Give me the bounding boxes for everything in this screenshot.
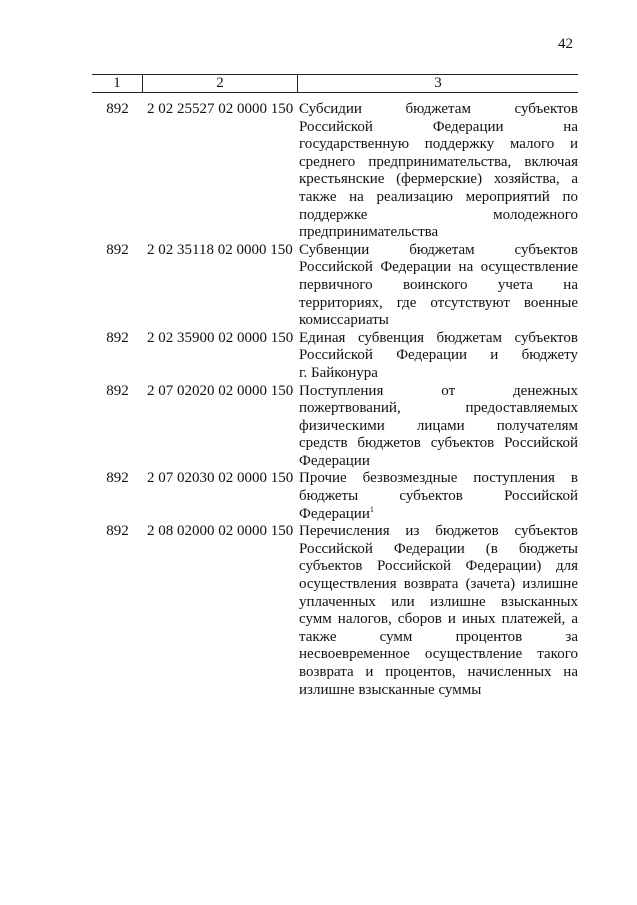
description-line bbox=[299, 418, 578, 436]
description-line-text: г. Байконура bbox=[299, 364, 378, 381]
page-number: 42 bbox=[558, 36, 573, 52]
budget-code-cell: 2 07 02020 02 0000 150 bbox=[147, 382, 294, 399]
description-line bbox=[299, 488, 578, 506]
description-line-text: Российской Федерации на bbox=[299, 118, 578, 135]
table-body bbox=[92, 101, 578, 699]
header-col-2: 2 bbox=[143, 75, 298, 92]
budget-code-cell: 2 08 02000 02 0000 150 bbox=[147, 523, 294, 540]
description-cell bbox=[298, 330, 578, 383]
description-line-text: поддержке молодежного bbox=[299, 206, 578, 223]
description-line-text: предпринимательства bbox=[299, 224, 439, 241]
table-row bbox=[92, 330, 578, 383]
description-line-text: территориях, где отсутствуют военные bbox=[299, 294, 578, 311]
description-cell bbox=[298, 101, 578, 242]
description-line bbox=[299, 383, 578, 401]
description-line bbox=[299, 400, 578, 418]
description-cell bbox=[298, 470, 578, 523]
table-row bbox=[92, 383, 578, 471]
description-line bbox=[299, 277, 578, 295]
description-line-text: среднего предпринимательства, включая bbox=[299, 153, 578, 170]
header-col-1: 1 bbox=[92, 75, 143, 92]
description-line bbox=[299, 224, 578, 242]
budget-code-cell: 2 02 35900 02 0000 150 bbox=[147, 329, 294, 346]
description-line bbox=[299, 330, 578, 348]
description-line bbox=[299, 365, 578, 383]
budget-code-cell: 2 07 02030 02 0000 150 bbox=[147, 470, 294, 487]
description-line-text: государственную поддержку малого и bbox=[299, 136, 578, 153]
description-line-text: Федерации bbox=[299, 505, 370, 522]
description-line bbox=[299, 259, 578, 277]
admin-code-cell: 892 bbox=[106, 241, 129, 258]
description-cell bbox=[298, 383, 578, 471]
description-line bbox=[299, 576, 578, 594]
description-line-text: несвоевременное осуществление такого bbox=[299, 646, 578, 663]
description-line bbox=[299, 558, 578, 576]
description-line-text: Перечисления из бюджетов субъектов bbox=[299, 523, 578, 540]
description-line bbox=[299, 470, 578, 488]
description-line-text: субъектов Российской Федерации) для bbox=[299, 558, 578, 575]
description-line-text: первичного воинского учета на bbox=[299, 276, 578, 293]
description-line bbox=[299, 664, 578, 682]
description-line-text: Прочие безвозмездные поступления в bbox=[299, 470, 578, 487]
table-row bbox=[92, 101, 578, 242]
description-line-text: Единая субвенция бюджетам субъектов bbox=[299, 329, 578, 346]
table-header bbox=[92, 74, 578, 93]
description-line bbox=[299, 435, 578, 453]
description-line-text: сумм налогов, сборов и иных платежей, а bbox=[299, 611, 578, 628]
description-line-text: возврата и процентов, начисленных на bbox=[299, 664, 578, 680]
description-line bbox=[299, 506, 578, 524]
description-line bbox=[299, 629, 578, 647]
description-line-text: также сумм процентов за bbox=[299, 628, 578, 645]
description-line bbox=[299, 523, 578, 541]
description-line-text: Федерации bbox=[299, 452, 370, 469]
description-line-text: крестьянские (фермерские) хозяйства, а bbox=[299, 171, 578, 188]
budget-code-cell: 2 02 25527 02 0000 150 bbox=[147, 101, 294, 117]
table-row bbox=[92, 470, 578, 523]
description-line bbox=[299, 611, 578, 629]
admin-code-cell: 892 bbox=[106, 470, 129, 487]
description-cell bbox=[298, 523, 578, 699]
description-line-text: Российской Федерации (в бюджеты bbox=[299, 540, 578, 557]
description-line-text: излишне взысканные суммы bbox=[299, 681, 482, 698]
description-line-text: Российской Федерации и бюджету bbox=[299, 347, 578, 364]
description-line-text: Субвенции бюджетам субъектов bbox=[299, 241, 578, 258]
admin-code-cell: 892 bbox=[106, 329, 129, 346]
description-line bbox=[299, 207, 578, 225]
admin-code-cell: 892 bbox=[106, 523, 129, 540]
footnote-marker: 1 bbox=[369, 504, 374, 514]
description-line bbox=[299, 594, 578, 612]
description-line bbox=[299, 646, 578, 664]
description-line-text: осуществления возврата (зачета) излишне bbox=[299, 576, 578, 593]
description-line-text: уплаченных или излишне взысканных bbox=[299, 593, 578, 610]
description-line-text: Российской Федерации на осуществление bbox=[299, 259, 578, 276]
description-line-text: пожертвований, предоставляемых bbox=[299, 400, 578, 417]
description-line-text: бюджеты субъектов Российской bbox=[299, 488, 578, 505]
header-col-3: 3 bbox=[434, 75, 442, 91]
description-line bbox=[299, 154, 578, 172]
description-line bbox=[299, 101, 578, 119]
table-row bbox=[92, 242, 578, 330]
description-line bbox=[299, 312, 578, 330]
description-cell bbox=[298, 242, 578, 330]
description-line bbox=[299, 682, 578, 700]
description-line bbox=[299, 171, 578, 189]
description-line-text: Субсидии бюджетам субъектов bbox=[299, 101, 578, 117]
description-line bbox=[299, 453, 578, 471]
description-line-text: также на реализацию мероприятий по bbox=[299, 188, 578, 205]
description-line bbox=[299, 119, 578, 137]
description-line-text: физическими лицами получателям bbox=[299, 417, 578, 434]
admin-code-cell: 892 bbox=[106, 101, 129, 117]
table-row bbox=[92, 523, 578, 699]
description-line bbox=[299, 189, 578, 207]
description-line bbox=[299, 541, 578, 559]
budget-code-cell: 2 02 35118 02 0000 150 bbox=[147, 241, 293, 258]
description-line bbox=[299, 242, 578, 260]
description-line bbox=[299, 295, 578, 313]
description-line-text: средств бюджетов субъектов Российской bbox=[299, 435, 578, 452]
description-line-text: Поступления от денежных bbox=[299, 382, 578, 399]
description-line-text: комиссариаты bbox=[299, 312, 389, 329]
description-line bbox=[299, 347, 578, 365]
admin-code-cell: 892 bbox=[106, 382, 129, 399]
description-line bbox=[299, 136, 578, 154]
